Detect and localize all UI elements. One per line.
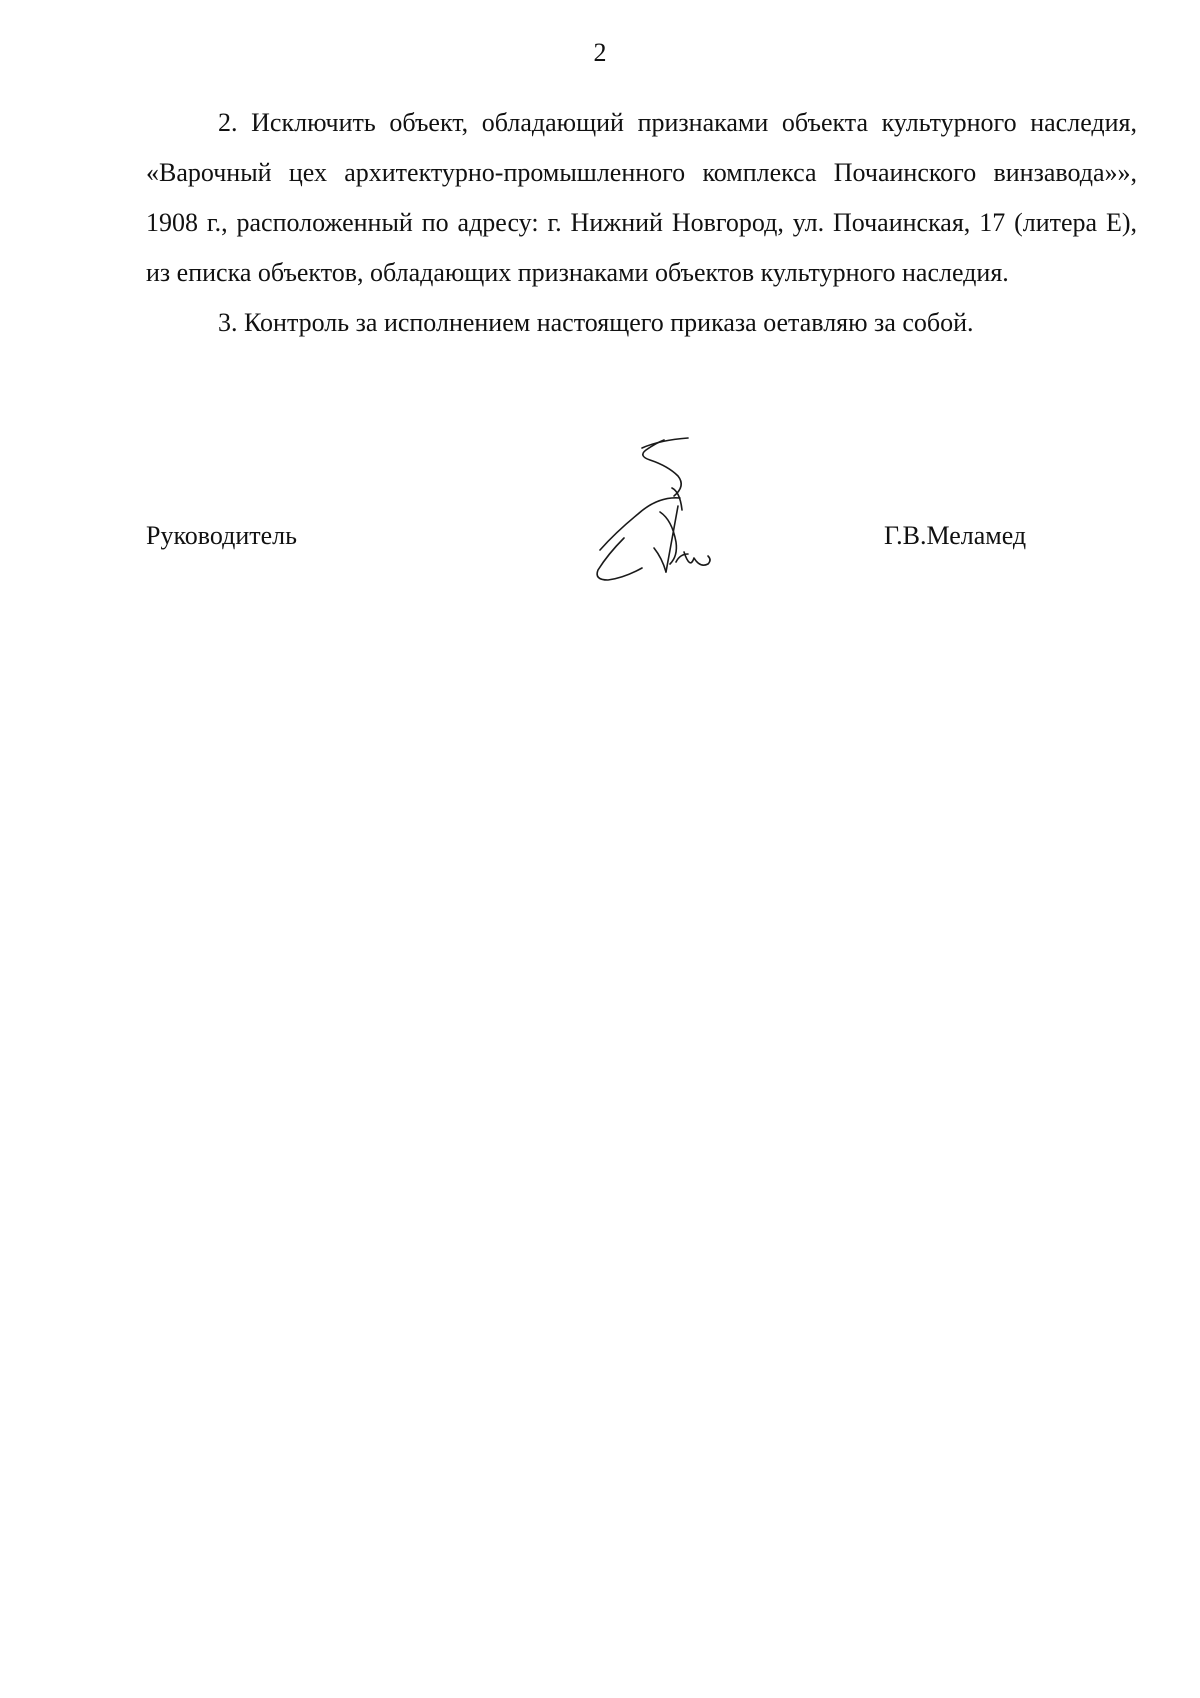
signature-block bbox=[146, 420, 1137, 600]
page-number: 2 bbox=[593, 38, 607, 67]
signer-name: Г.В.Меламед bbox=[884, 521, 1027, 550]
paragraph-control: 3. Контроль за исполнением настоящего приказа оетавляю за собой. bbox=[218, 308, 974, 337]
paragraph-exclude-object: 2. Исключить объект, обладающий признаками объекта культурного наследия, «Варочный цех архитектурно-промышленного комплекса Почаинского винзавода»», 1908 г., расположенный по адресу: г. Нижний Новгород, ул. Почаинская, 17 (литера Е), из еписка объектов, обладающих признаками объектов культурного наследия. bbox=[146, 108, 1137, 287]
signer-position: Руководитель bbox=[146, 521, 297, 550]
handwritten-signature bbox=[576, 430, 726, 600]
document-body bbox=[146, 98, 1137, 348]
